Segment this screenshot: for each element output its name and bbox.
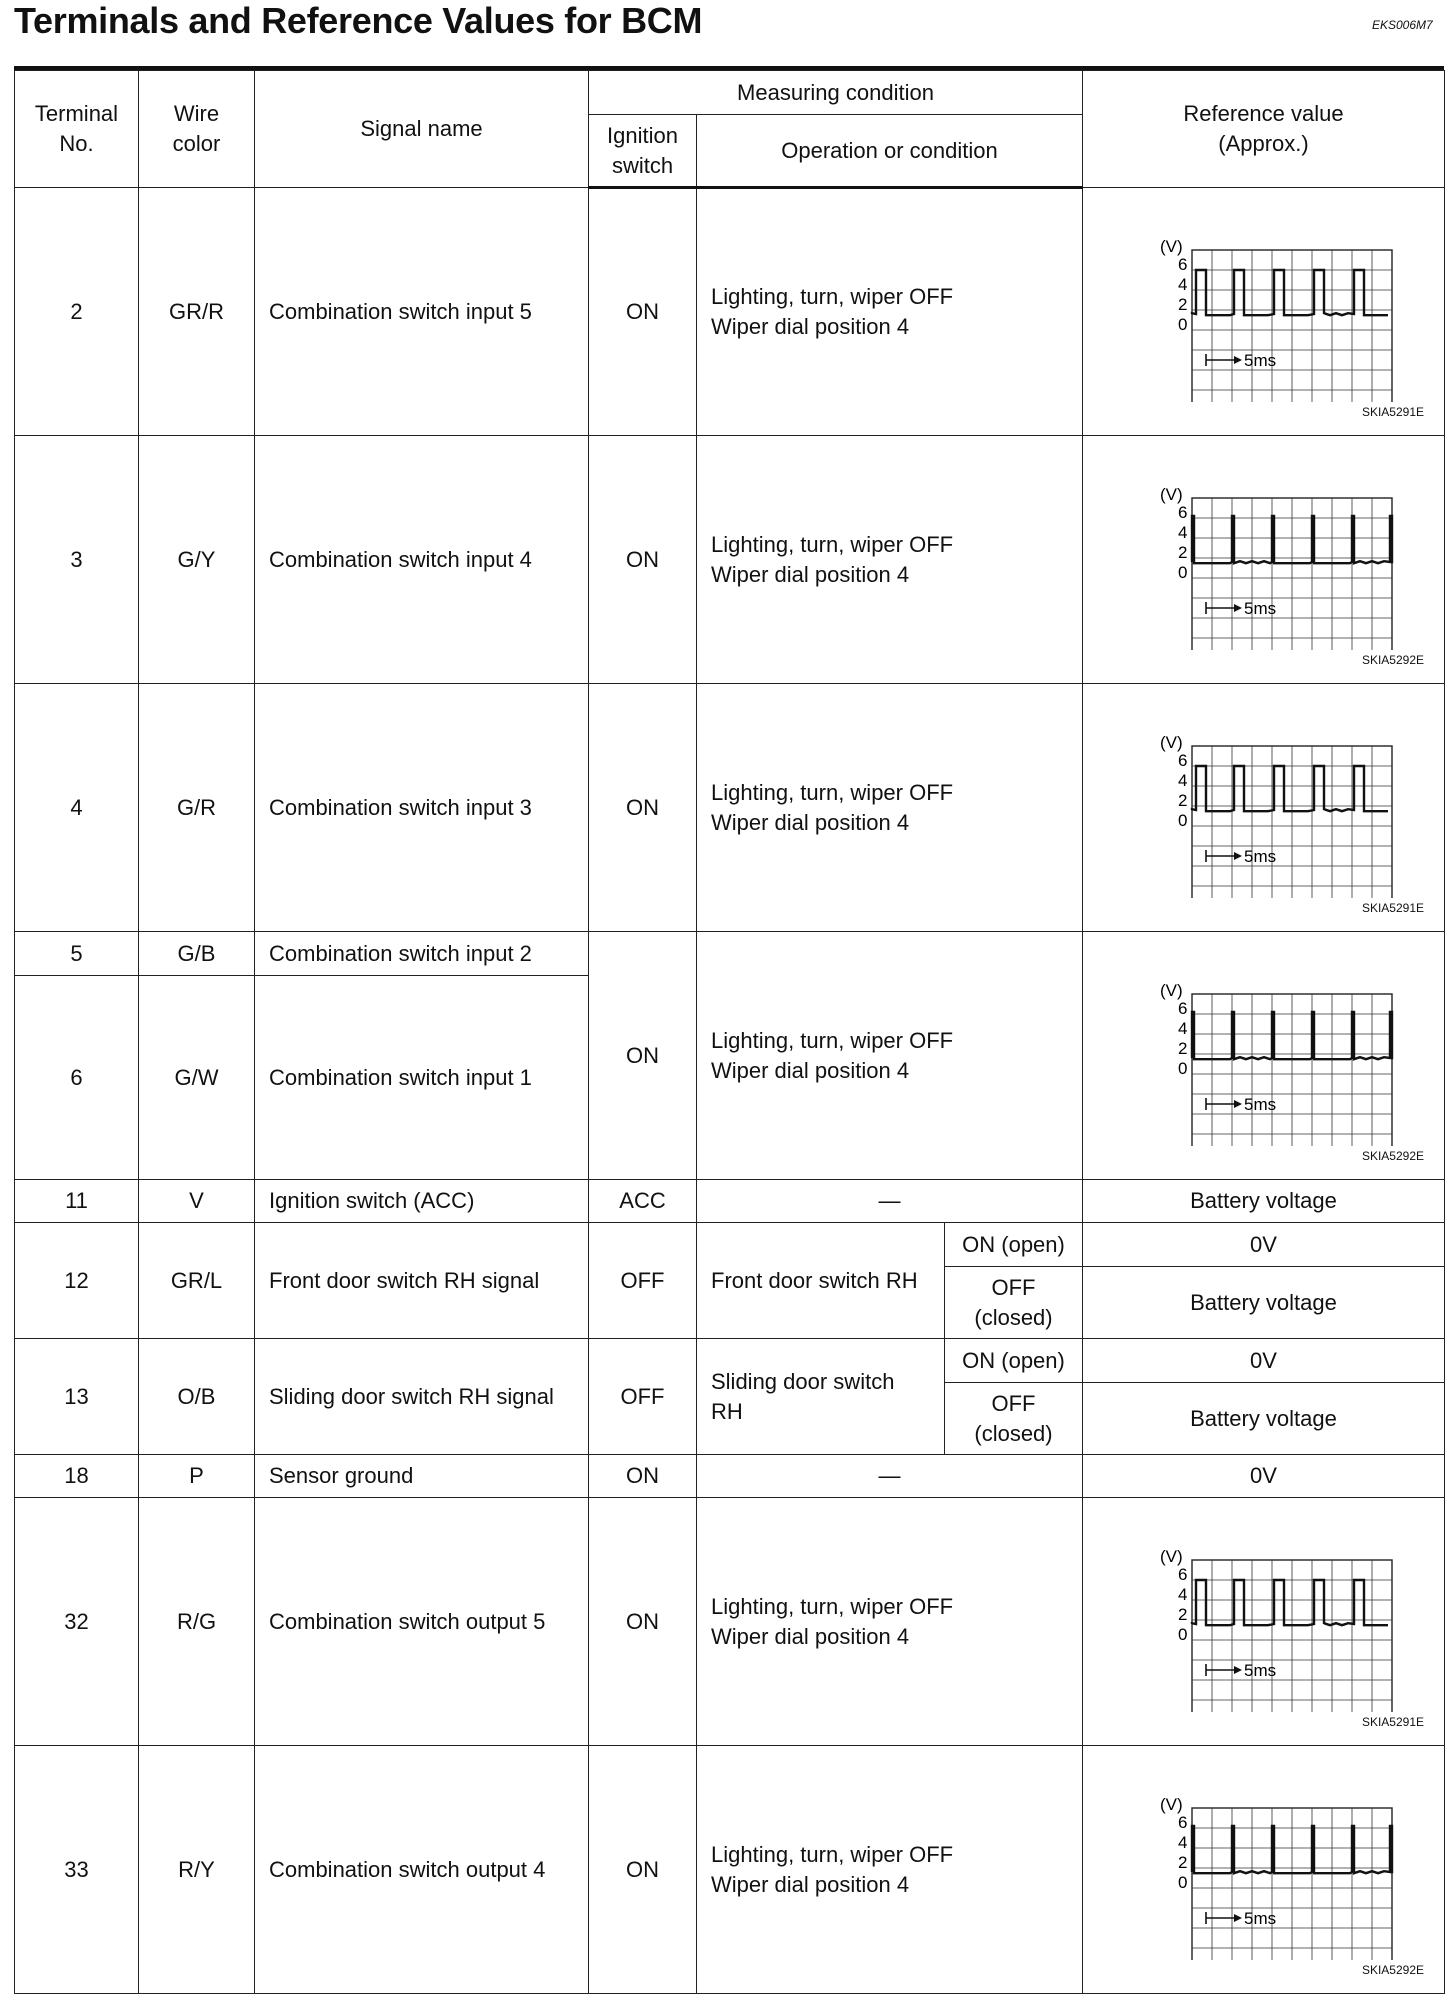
table-row (15, 1455, 1445, 1498)
table-row (15, 932, 1445, 976)
reference-value: Battery voltage (1083, 1383, 1445, 1455)
reference-waveform (1083, 436, 1445, 684)
terminal-number: 11 (15, 1180, 139, 1223)
waveform-plot (1134, 718, 1394, 898)
reference-value: 0V (1083, 1339, 1445, 1383)
y-unit-label: (V) (1159, 1546, 1183, 1566)
signal-name: Combination switch input 1 (255, 976, 589, 1180)
waveform-plot (1134, 470, 1394, 650)
signal-name: Sensor ground (255, 1455, 589, 1498)
terminal-number: 2 (15, 188, 139, 436)
figure-code: SKIA5291E (1361, 405, 1424, 419)
signal-name: Combination switch input 2 (255, 932, 589, 976)
time-scale-label: 5ms (1243, 1094, 1276, 1114)
signal-name: Combination switch input 5 (255, 188, 589, 436)
table-row (15, 1498, 1445, 1746)
operation-condition: Lighting, turn, wiper OFF Wiper dial position 4 (697, 1498, 1083, 1746)
doc-code: EKS006M7 (1372, 18, 1433, 32)
ignition-state: ON (589, 188, 697, 436)
operation-condition: Lighting, turn, wiper OFF Wiper dial position 4 (697, 932, 1083, 1180)
y-tick-label: 4 (1177, 522, 1187, 542)
reference-value: Battery voltage (1083, 1180, 1445, 1223)
wire-color: V (139, 1180, 255, 1223)
scope-grid (1192, 1808, 1392, 1960)
terminal-number: 4 (15, 684, 139, 932)
table-row (15, 188, 1445, 436)
operation-condition: Lighting, turn, wiper OFF Wiper dial position 4 (697, 1746, 1083, 1994)
ignition-state: ON (589, 1455, 697, 1498)
header-measuring-condition: Measuring condition (589, 71, 1083, 115)
wire-color: G/R (139, 684, 255, 932)
terminal-number: 3 (15, 436, 139, 684)
y-unit-label: (V) (1159, 236, 1183, 256)
y-tick-label: 6 (1177, 502, 1187, 522)
time-scale-label: 5ms (1243, 1660, 1276, 1680)
y-tick-label: 0 (1177, 810, 1187, 830)
scope-grid (1192, 250, 1392, 402)
operation-condition: — (697, 1455, 1083, 1498)
signal-name: Ignition switch (ACC) (255, 1180, 589, 1223)
reference-table (14, 70, 1445, 1994)
operation-condition: — (697, 1180, 1083, 1223)
y-tick-label: 6 (1177, 1564, 1187, 1584)
wire-color: P (139, 1455, 255, 1498)
reference-waveform (1083, 932, 1445, 1180)
y-tick-label: 4 (1177, 770, 1187, 790)
scope-grid (1192, 994, 1392, 1146)
figure-code: SKIA5292E (1361, 1149, 1424, 1163)
waveform-trace (1192, 766, 1388, 811)
y-tick-label: 2 (1177, 542, 1187, 562)
y-unit-label: (V) (1159, 484, 1183, 504)
time-scale-label: 5ms (1243, 846, 1276, 866)
y-tick-label: 0 (1177, 1872, 1187, 1892)
operation-condition: Lighting, turn, wiper OFF Wiper dial position 4 (697, 188, 1083, 436)
ignition-state: ACC (589, 1180, 697, 1223)
signal-name: Combination switch output 5 (255, 1498, 589, 1746)
terminal-number: 13 (15, 1339, 139, 1455)
ignition-state: ON (589, 1498, 697, 1746)
waveform-plot (1134, 1532, 1394, 1712)
wire-color: R/G (139, 1498, 255, 1746)
switch-state: ON (open) (945, 1339, 1083, 1383)
waveform-plot (1134, 966, 1394, 1146)
reference-waveform (1083, 684, 1445, 932)
header-operation: Operation or condition (697, 115, 1083, 188)
scope-grid (1192, 1560, 1392, 1712)
scope-grid (1192, 498, 1392, 650)
y-tick-label: 6 (1177, 998, 1187, 1018)
terminal-number: 18 (15, 1455, 139, 1498)
header-signal-name: Signal name (255, 71, 589, 188)
y-unit-label: (V) (1159, 980, 1183, 1000)
reference-value: Battery voltage (1083, 1267, 1445, 1339)
figure-code: SKIA5292E (1361, 653, 1424, 667)
operation-condition: Lighting, turn, wiper OFF Wiper dial position 4 (697, 684, 1083, 932)
y-tick-label: 2 (1177, 1852, 1187, 1872)
ignition-state: OFF (589, 1339, 697, 1455)
ignition-state: ON (589, 1746, 697, 1994)
terminal-number: 5 (15, 932, 139, 976)
y-tick-label: 0 (1177, 314, 1187, 334)
ignition-state: ON (589, 436, 697, 684)
ignition-state: ON (589, 932, 697, 1180)
waveform-plot (1134, 222, 1394, 402)
y-tick-label: 6 (1177, 750, 1187, 770)
switch-state: OFF (closed) (945, 1383, 1083, 1455)
waveform-trace (1192, 1580, 1388, 1625)
table-row (15, 1339, 1445, 1383)
figure-code: SKIA5292E (1361, 1963, 1424, 1977)
signal-name: Sliding door switch RH signal (255, 1339, 589, 1455)
waveform-plot (1134, 1780, 1394, 1960)
terminal-number: 33 (15, 1746, 139, 1994)
reference-waveform (1083, 1498, 1445, 1746)
y-tick-label: 0 (1177, 1624, 1187, 1644)
y-tick-label: 4 (1177, 1018, 1187, 1038)
y-tick-label: 0 (1177, 562, 1187, 582)
y-tick-label: 2 (1177, 790, 1187, 810)
table-row (15, 436, 1445, 684)
signal-name: Combination switch input 3 (255, 684, 589, 932)
y-unit-label: (V) (1159, 1794, 1183, 1814)
wire-color: GR/R (139, 188, 255, 436)
ignition-state: ON (589, 684, 697, 932)
reference-waveform (1083, 1746, 1445, 1994)
signal-name: Combination switch input 4 (255, 436, 589, 684)
reference-value: 0V (1083, 1223, 1445, 1267)
reference-value: 0V (1083, 1455, 1445, 1498)
wire-color: O/B (139, 1339, 255, 1455)
y-tick-label: 2 (1177, 294, 1187, 314)
header-ignition-switch: Ignition switch (589, 115, 697, 188)
time-scale-label: 5ms (1243, 1908, 1276, 1928)
y-unit-label: (V) (1159, 732, 1183, 752)
time-scale-label: 5ms (1243, 350, 1276, 370)
switch-state: ON (open) (945, 1223, 1083, 1267)
operation-condition: Lighting, turn, wiper OFF Wiper dial position 4 (697, 436, 1083, 684)
reference-waveform (1083, 188, 1445, 436)
operation-condition: Sliding door switch RH (697, 1339, 945, 1455)
wire-color: G/Y (139, 436, 255, 684)
time-scale-label: 5ms (1243, 598, 1276, 618)
terminal-number: 12 (15, 1223, 139, 1339)
table-row (15, 684, 1445, 932)
wire-color: R/Y (139, 1746, 255, 1994)
y-tick-label: 2 (1177, 1038, 1187, 1058)
table-row (15, 1746, 1445, 1994)
y-tick-label: 0 (1177, 1058, 1187, 1078)
page-title: Terminals and Reference Values for BCM (14, 0, 703, 41)
switch-state: OFF (closed) (945, 1267, 1083, 1339)
y-tick-label: 4 (1177, 1584, 1187, 1604)
table-row (15, 1223, 1445, 1267)
signal-name: Combination switch output 4 (255, 1746, 589, 1994)
operation-condition: Front door switch RH (697, 1223, 945, 1339)
figure-code: SKIA5291E (1361, 1715, 1424, 1729)
figure-code: SKIA5291E (1361, 901, 1424, 915)
y-tick-label: 4 (1177, 1832, 1187, 1852)
y-tick-label: 4 (1177, 274, 1187, 294)
wire-color: GR/L (139, 1223, 255, 1339)
y-tick-label: 6 (1177, 254, 1187, 274)
wire-color: G/B (139, 932, 255, 976)
table-row (15, 1180, 1445, 1223)
header-terminal-no: Terminal No. (15, 71, 139, 188)
header-wire-color: Wire color (139, 71, 255, 188)
signal-name: Front door switch RH signal (255, 1223, 589, 1339)
terminal-number: 6 (15, 976, 139, 1180)
ignition-state: OFF (589, 1223, 697, 1339)
waveform-trace (1192, 270, 1388, 315)
terminal-number: 32 (15, 1498, 139, 1746)
header-reference-value: Reference value (Approx.) (1083, 71, 1445, 188)
y-tick-label: 2 (1177, 1604, 1187, 1624)
scope-grid (1192, 746, 1392, 898)
y-tick-label: 6 (1177, 1812, 1187, 1832)
wire-color: G/W (139, 976, 255, 1180)
